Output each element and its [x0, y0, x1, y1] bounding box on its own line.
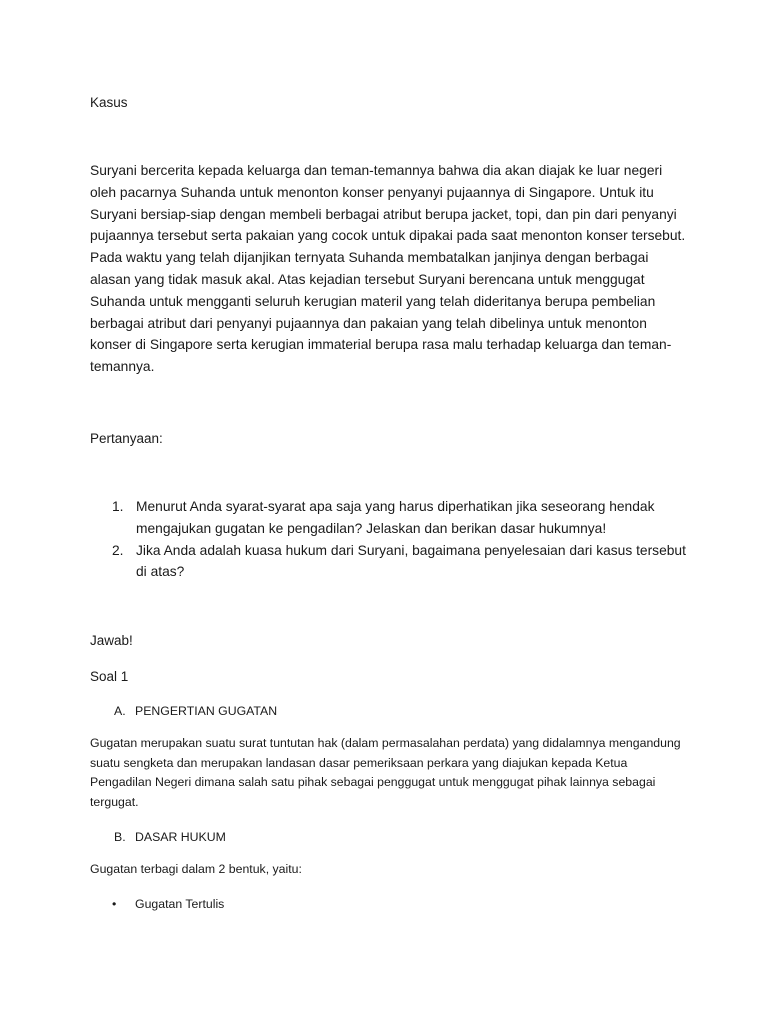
kasus-paragraph: Suryani bercerita kepada keluarga dan teman-temannya bahwa dia akan diajak ke luar negeri oleh pacarnya Suhanda untuk menonton konser penyanyi pujaannya di Singapore. Untuk itu Suryani bersiap-siap dengan membeli berbagai atribut berupa jacket, topi, dan pin dari penyanyi pujaannya tersebut serta pakaian yang cocok untuk dipakai pada saat menonton konser tersebut. Pada waktu yang telah dijanjikan ternyata Suhanda membatalkan janjinya dengan berbagai alasan yang tidak masuk akal. Atas kejadian tersebut Suryani berencana untuk menggugat Suhanda untuk mengganti seluruh kerugian materil yang telah dideritanya berupa pembelian berbagai atribut dari penyanyi pujaannya dan pakaian yang telah dibelinya untuk menonton konser di Singapore serta kerugian immaterial berupa rasa malu terhadap keluarga dan teman-temannya. — [90, 163, 686, 375]
question-item-1 — [90, 496, 690, 540]
question-text: Jika Anda adalah kuasa hukum dari Suryani, bagaimana penyelesaian dari kasus tersebut di atas? — [136, 542, 686, 580]
gugatan-definition-paragraph: Gugatan merupakan suatu surat tuntutan hak (dalam permasalahan perdata) yang didalamnya mengandung suatu sengketa dan merupakan landasan dasar pemeriksaan perkara yang diajukan kepada Ketua Pengadilan Negeri dimana salah satu pihak sebagai penggugat untuk menggugat pihak lainnya sebagai tergugat. — [90, 736, 681, 809]
jawab-heading: Jawab! — [90, 633, 133, 648]
bullet-symbol: • — [112, 897, 117, 911]
section-letter: A. — [114, 704, 126, 718]
question-list — [90, 496, 690, 583]
soal-heading: Soal 1 — [90, 669, 129, 684]
question-item-2 — [90, 540, 690, 584]
bullet-text: Gugatan Tertulis — [135, 897, 225, 911]
section-title: PENGERTIAN GUGATAN — [135, 704, 278, 718]
question-text: Menurut Anda syarat-syarat apa saja yang harus diperhatikan jika seseorang hendak mengajukan gugatan ke pengadilan? Jelaskan dan berikan dasar hukumnya! — [136, 499, 655, 536]
kasus-heading: Kasus — [90, 95, 128, 110]
question-number: 2. — [112, 542, 124, 558]
section-title: DASAR HUKUM — [135, 830, 226, 844]
question-number: 1. — [112, 499, 124, 514]
pertanyaan-heading: Pertanyaan: — [90, 431, 163, 446]
section-letter: B. — [114, 830, 126, 844]
gugatan-forms-intro: Gugatan terbagi dalam 2 bentuk, yaitu: — [90, 862, 302, 876]
